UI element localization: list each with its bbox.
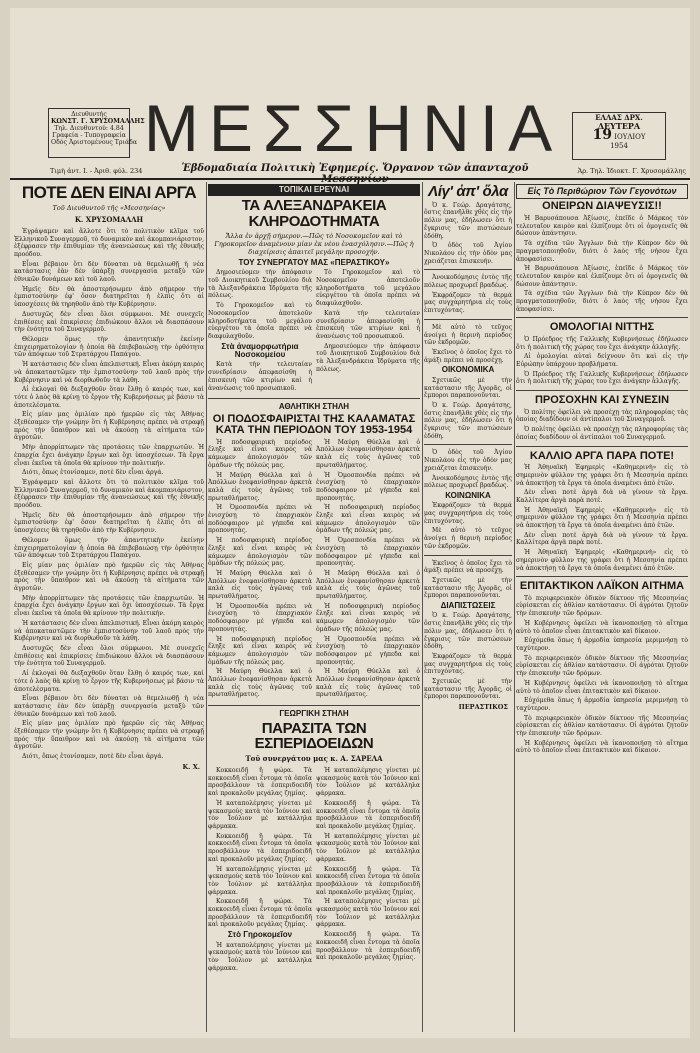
paragraph: Ἡ Κυβέρνησις ὀφείλει νὰ ἱκανοποιήσῃ τὸ αἴτημα αὐτὸ τὸ ὁποῖον εἶναι ἐπιτακτικὸν καὶ δίκαιον. (516, 739, 688, 755)
paragraph: Εἰς μίαν μας ὁμιλίαν πρὸ ἡμερῶν εἰς τὰς Ἀθήνας ἐξεθέσαμεν τὴν γνώμην ὅτι ἡ Κυβέρνησις πρέπει νὰ στραφῇ πρὸς τὴν ὕπαιθρον καὶ νὰ ἀκούσῃ τὰ αἰτήματα τῶν ἀγροτῶν. (14, 720, 204, 751)
paragraph: Εἶναι βέβαιον ὅτι δὲν δύναται νὰ θεμελιωθῇ ἡ νέα κατάστασις ἐὰν δὲν ὑπάρξῃ συνεργασία μεταξὺ τῶν ἐθνικῶν δυνάμεων καὶ τοῦ λαοῦ. (14, 260, 204, 284)
paragraph: Αἱ ἐκλογαὶ θὰ διεξαχθοῦν ὅταν ἔλθῃ ὁ καιρός των, καὶ τότε ὁ λαὸς θὰ κρίνῃ τὸ ἔργον τῆς Κυβερνήσεως μὲ βάσιν τὰ ἀποτελέσματα. (14, 670, 204, 693)
year: 1954 (610, 142, 628, 150)
paragraph: Ἡ καταπολέμησις γίνεται μὲ ψεκασμοὺς κατὰ τὸν Ἰούνιον καὶ τὸν Ἰούλιον μὲ κατάλληλα φάρμακα. (316, 767, 420, 798)
masthead-rule (10, 178, 690, 180)
month: ΙΟΥΛΙΟΥ (614, 133, 646, 141)
paragraph: Ἡ καταπολέμησις γίνεται μὲ ψεκασμοὺς κατὰ τὸν Ἰούνιον καὶ τὸν Ἰούλιον μὲ κατάλληλα φάρμακα. (316, 898, 420, 929)
column-editorial (14, 182, 204, 1034)
subtitle: Ἑβδομαδιαία Πολιτικὴ Ἐφημερίς. Ὄργανον τῶν ἀπανταχοῦ (181, 163, 529, 174)
paragraph: Ἡ ποδοσφαιρικὴ περίοδος ἔληξε καὶ εἶναι καιρὸς νὰ κάμωμεν ἀπολογισμὸν τῶν ὁμάδων τῆς πόλεώς μας. (208, 438, 312, 469)
paragraph: Ἡ ποδοσφαιρικὴ περίοδος ἔληξε καὶ εἶναι καιρὸς νὰ κάμωμεν ἀπολογισμὸν τῶν ὁμάδων τῆς πόλεώς μας. (208, 635, 312, 666)
sport-kicker: ΑΘΛΗΤΙΚΗ ΣΤΗΛΗ (278, 402, 350, 412)
paragraph: Ἐκφράζομεν τὰ θερμά μας συγχαρητήρια εἰς τοὺς ἐπιτυχόντας. (424, 652, 512, 676)
paragraph: Ἡ Μαύρη Θύελλα καὶ ὁ Ἀπόλλων ἐνεφανίσθησαν ἀρκετὰ καλὰ εἰς τοὺς ἀγῶνας τοῦ πρωταθλήματος. (316, 438, 420, 469)
farm-heading: ΠΑΡΑΣΙΤΑ ΤΩΝ ΕΣΠΕΡΙΔΟΕΙΔΩΝ (254, 719, 374, 753)
paragraph: Ἡ Μαύρη Θύελλα καὶ ὁ Ἀπόλλων ἐνεφανίσθησαν ἀρκετὰ καλὰ εἰς τοὺς ἀγῶνας τοῦ πρωταθλήματος. (316, 569, 420, 601)
paragraph: Ἡμεῖς δὲν θὰ ἀποστερήσωμεν ἀπὸ σήμερον τὴν ἐμπιστοσύνην ἐφ' ὅσον διατηρεῖται ἡ ἐλπὶς ὅτι αἱ ὑποσχέσεις θὰ τηρηθοῦν ἀπὸ τὴν Κυβέρνησιν. (14, 511, 204, 535)
farm-author: Τοῦ συνεργάτου μας κ. Α. ΣΑΡΕΛΑ (245, 754, 383, 764)
paragraph: Κοκκοειδῆ ἢ ψώρα. Τὰ κοκκοειδῆ εἶναι ἔντομα τὰ ὁποῖα προσβάλλουν τὰ ἐσπεριδοειδῆ καὶ προκαλοῦν μεγάλας ζημίας. (208, 767, 312, 798)
divider (516, 317, 688, 318)
paragraph: Μὴν ἀπορρίπτωμεν τὰς προτάσεις τῶν ἐπαρχιωτῶν. Ἡ ἐπαρχία ἔχει ἀνάγκην ἔργων καὶ ὄχι ὑποσχέσεων. Τὰ ἔργα εἶναι ἐκεῖνα τὰ ὁποῖα θὰ κρίνουν τὴν πολιτικήν. (14, 594, 204, 618)
paragraph: Ὁ ὁδὸς τοῦ Ἀγίου Νικολάου εἰς τὴν ὁδὸν μας χρειάζεται ἐπισκευήν. (424, 449, 512, 472)
divider (424, 319, 512, 320)
paragraph: Ἡ ποδοσφαιρικὴ περίοδος ἔληξε καὶ εἶναι καιρὸς νὰ κάμωμεν ἀπολογισμὸν τῶν ὁμάδων τῆς πόλεώς μας. (208, 537, 312, 568)
column-rule (422, 182, 423, 1032)
publisher-line: ΚΩΝΣΤ. Γ. ΧΡΥΣΟΜΑΛΛΗΣ (51, 118, 145, 125)
paragraph: Κατὰ τὴν τελευταίαν συνεδρίασιν ἀπεφασίσθη ἡ ἐπισκευὴ τῶν κτιρίων καὶ ἡ ἀνανέωσις τοῦ προσωπικοῦ. (316, 309, 420, 340)
briefs-subhead: ΟΙΚΟΝΟΜΙΚΑ (441, 365, 495, 375)
paragraph: Εὐχόμεθα ὅπως ἡ ἀρμοδία ὑπηρεσία μεριμνήσῃ τὸ ταχύτερον. (516, 697, 688, 712)
briefs-signoff: ΠΕΡΑΣΤΙΚΟΣ (458, 703, 508, 712)
paragraph: Ἡ κατάστασις δὲν εἶναι ἀπελπιστική. Εἶναι ἀκόμη καιρὸς νὰ ἀποκαταστῶμεν τὴν ἐμπιστοσύνην τοῦ λαοῦ πρὸς τὴν Κυβέρνησιν καὶ νὰ διορθωθοῦν τὰ λάθη. (14, 361, 204, 384)
s3-body (516, 409, 688, 442)
paragraph: Ἡ Μαύρη Θύελλα καὶ ὁ Ἀπόλλων ἐνεφανίσθησαν ἀρκετὰ καλὰ εἰς τοὺς ἀγῶνας τοῦ πρωταθλήματος. (208, 569, 312, 601)
publisher-line: Οδός Ἀριστομένους Τριάδα (51, 139, 138, 146)
sport-body (208, 439, 420, 702)
paragraph: Σχετικῶς μὲ τὴν κατάστασιν τῆς Ἀγορᾶς, οἱ ἔμποροι παραπονοῦνται. (424, 576, 512, 600)
column-rule (514, 182, 515, 1032)
paragraph: Κοκκοειδῆ ἢ ψώρα. Τὰ κοκκοειδῆ εἶναι ἔντομα τὰ ὁποῖα προσβάλλουν τὰ ἐσπεριδοειδῆ καὶ προκαλοῦν μεγάλας ζημίας. (208, 832, 312, 863)
paragraph: Τὸ Γηροκομεῖον καὶ τὸ Νοσοκομεῖον ἀποτελοῦν κληροδοτήματα τοῦ μεγάλου εὐεργέτου τὰ ὁποῖα πρέπει νὰ διαφυλαχθοῦν. (208, 302, 312, 340)
briefs-subhead: ΔΙΑΠΙΣΤΩΣΕΙΣ (440, 601, 496, 611)
paragraph: Μὲ αὐτὸ τὸ τεῦχος ἀνοίγει ἡ θερινὴ περίοδος τῶν ἐκδρομῶν. (424, 527, 512, 550)
newspaper-page (10, 8, 690, 1038)
divider (424, 269, 512, 270)
editorial-author: Κ. ΧΡΥΣΟΜΑΛΛΗ (74, 214, 144, 224)
paragraph: Ἡ Μαύρη Θύελλα καὶ ὁ Ἀπόλλων ἐνεφανίσθησαν ἀρκετὰ καλὰ εἰς τοὺς ἀγῶνας τοῦ πρωταθλήματος. (208, 668, 312, 699)
paragraph: Ἡ καταπολέμησις γίνεται μὲ ψεκασμοὺς κατὰ τὸν Ἰούνιον καὶ τὸν Ἰούλιον μὲ κατάλληλα φάρμακα. (208, 941, 312, 972)
paragraph: Τὸ περιφερειακὸν ὁδικὸν δίκτυον τῆς Μεσσηνίας εὑρίσκεται εἰς ἀθλίαν κατάστασιν. Οἱ ἀγρόται ζητοῦν τὴν ἐπισκευὴν τῶν δρόμων. (516, 594, 688, 618)
paragraph: Ἀνοικοδόμησις ἐντὸς τῆς πόλεως προχωρεῖ βραδέως. (424, 274, 512, 290)
paragraph: Ἡ Κυβέρνησις ὀφείλει νὰ ἱκανοποιήσῃ τὸ αἴτημα αὐτὸ τὸ ὁποῖον εἶναι ἐπιτακτικὸν καὶ δίκαιον. (516, 619, 688, 635)
s2-heading: ΟΜΟΛΟΓΙΑΙ ΝΙΤΤΗΣ (549, 321, 655, 334)
paragraph: Ὁ ὁδὸς τοῦ Ἀγίου Νικολάου εἰς τὴν ὁδὸν μας χρειάζεται ἐπισκευήν. (424, 242, 512, 265)
farm-subhead: Στὸ Γηροκομεῖον (227, 930, 293, 940)
paragraph: Σχετικῶς μὲ τὴν κατάστασιν τῆς Ἀγορᾶς, οἱ ἔμποροι παραπονοῦνται. (424, 678, 512, 701)
briefs-subhead: ΚΟΙΝΩΝΙΚΑ (445, 490, 491, 500)
paragraph: Κατὰ τὴν τελευταίαν συνεδρίασιν ἀπεφασίσθη ἡ ἐπισκευὴ τῶν κτιρίων καὶ ἡ ἀνανέωσις τοῦ προσωπικοῦ. (208, 361, 312, 392)
paragraph: Ἡ Βαρυσάπουσα Ἀξίωσις, ἐπεῖδε ὁ Μάρκος τὸν τελευταῖον καιρὸν καὶ ἐλπίζουμε ὅτι οἱ ὁμογενεῖς θὰ δώσουν ἀπάντησιν. (516, 265, 688, 288)
s5-body (516, 595, 688, 755)
paragraph: Ἡ ποδοσφαιρικὴ περίοδος ἔληξε καὶ εἶναι καιρὸς νὰ κάμωμεν ἀπολογισμὸν τῶν ὁμάδων τῆς πόλεώς μας. (316, 504, 420, 535)
paragraph: Ὁ πολίτης ὀφείλει νὰ προσέχῃ τὰς πληροφορίας τὰς ὁποίας διαδίδουν οἱ ἀντίπαλοι τοῦ Συναγερμοῦ. (516, 426, 688, 441)
date-line (573, 127, 665, 143)
column-margins (516, 182, 688, 1034)
paragraph: Δυστυχῶς δὲν εἶναι ὅλοι σύμφωνοι. Μὲ συνεχεῖς ἐπιθέσεις καὶ ἐπικρίσεις ἐπιδιώκουν ἄλλοι νὰ διασπάσουν τὴν ἑνότητα τοῦ Συναγερμοῦ. (14, 310, 204, 334)
local-subhead: Στὰ ἀναμορφωτήρια Νοσοκομείου (221, 341, 299, 359)
issue-info: Τιμὴ ἀντ. Ι. - Ἀριθ. φύλ. 234 (50, 167, 143, 175)
paragraph: Ὁ κ. Γεώρ. Δραγάτσης, ὅστις ἐπανῆλθε χθὲς εἰς τὴν πόλιν μας, ἐδήλωσεν ὅτι ἡ ἔγκρισις τῶν πιστώσεων ἐδόθη. (424, 201, 512, 240)
farm-kicker: ΓΕΩΡΓΙΚΗ ΣΤΗΛΗ (279, 709, 349, 719)
paragraph: Ὁ κ. Γεώρ. Δραγάτσης, ὅστις ἐπανῆλθε χθὲς εἰς τὴν πόλιν μας, ἐδήλωσεν ὅτι ἡ ἔγκρισις τῶν πιστώσεων ἐδόθη. (424, 401, 512, 440)
s1-body (516, 215, 688, 313)
paragraph: Θέλομεν ὅμως τὴν ἀπαντητικὴν ἐκείνην ἐπιχειρηματολογίαν ἡ ὁποία θὰ ἐπιβεβαιώσῃ τὴν ὀρθότητα τῶν ἀπόψεων τοῦ Στρατάρχου Παπάγου. (14, 335, 204, 359)
paragraph: Ἡ Ἀθηναϊκὴ Ἐφημερὶς «Καθημερινὴ» εἰς τὸ σημερινὸν φύλλον της γράφει ὅτι ἡ Μεσσηνία πρέπει νὰ ἀποκτήσῃ τὰ ἔργα τὰ ὁποῖα ἀναμένει ἀπὸ ἐτῶν. (516, 506, 688, 530)
column-local (208, 182, 420, 1034)
sport-heading: ΟΙ ΠΟΔΟΣΦΑΙΡΙΣΤΑΙ ΤΗΣ ΚΑΛΑΜΑΤΑΣ ΚΑΤΑ ΤΗΝ ΠΕΡΙΟΔΟΝ ΤΟΥ 1953-1954 (212, 412, 416, 437)
paragraph: Ἀνοικοδόμησις ἐντὸς τῆς πόλεως προχωρεῖ βραδέως. (424, 474, 512, 490)
masthead (10, 8, 690, 178)
paragraph: Ἡ καταπολέμησις γίνεται μὲ ψεκασμοὺς κατὰ τὸν Ἰούνιον καὶ τὸν Ἰούλιον μὲ κατάλληλα φάρμακα. (208, 865, 312, 896)
paragraph: Ἡ Βαρυσάπουσα Ἀξίωσις, ἐπεῖδε ὁ Μάρκος τὸν τελευταῖον καιρὸν καὶ ἐλπίζουμε ὅτι οἱ ὁμογενεῖς θὰ δώσουν ἀπάντησιν. (516, 214, 688, 238)
divider (516, 446, 688, 447)
paragraph: Ἡ Ἀθηναϊκὴ Ἐφημερὶς «Καθημερινὴ» εἰς τὸ σημερινὸν φύλλον της γράφει ὅτι ἡ Μεσσηνία πρέπει νὰ ἀποκτήσῃ τὰ ἔργα τὰ ὁποῖα ἀναμένει ἀπὸ ἐτῶν. (516, 549, 688, 572)
paragraph: Δημοσιεύομεν τὴν ἀπόφασιν τοῦ Διοικητικοῦ Συμβουλίου διὰ τὰ Ἀλεξανδράκεια Ἱδρύματα τῆς πόλεως. (208, 269, 312, 300)
paragraph: Ἡμεῖς δὲν θὰ ἀποστερήσωμεν ἀπὸ σήμερον τὴν ἐμπιστοσύνην ἐφ' ὅσον διατηρεῖται ἡ ἐλπὶς ὅτι αἱ ὑποσχέσεις θὰ τηρηθοῦν ἀπὸ τὴν Κυβέρνησιν. (14, 285, 204, 309)
date-number: 19 (592, 127, 612, 143)
paragraph: Ἐκεῖνος ὁ ὁποῖος ἔχει τὸ ἀμάξι πρέπει νὰ προσέχῃ. (424, 349, 512, 364)
paragraph: Ἡ καταπολέμησις γίνεται μὲ ψεκασμοὺς κατὰ τὸν Ἰούνιον καὶ τὸν Ἰούλιον μὲ κατάλληλα φάρμακα. (316, 832, 420, 863)
divider (208, 398, 420, 399)
paragraph: Ἡ Μαύρη Θύελλα καὶ ὁ Ἀπόλλων ἐνεφανίσθησαν ἀρκετὰ καλὰ εἰς τοὺς ἀγῶνας τοῦ πρωταθλήματος. (316, 668, 420, 699)
paragraph: Αἱ ἐκλογαὶ θὰ διεξαχθοῦν ὅταν ἔλθῃ ὁ καιρός των, καὶ τότε ὁ λαὸς θὰ κρίνῃ τὸ ἔργον τῆς Κυβερνήσεως μὲ βάσιν τὰ ἀποτελέσματα. (14, 386, 204, 409)
paragraph: Ἐγράψαμεν καὶ ἄλλοτε ὅτι τὸ πολιτικὸν κλῖμα τοῦ Ἑλληνικοῦ Συναγερμοῦ, τὸ δυναμικὸν καὶ ἀκομπανιάριστον, ἐξέφρασεν τὴν ἐπιθυμίαν τῆς ἀνανεώσεως καὶ τῆς ἐθνικῆς προόδου. (14, 227, 204, 258)
divider (516, 576, 688, 577)
paragraph: Ἐκφράζομεν τὰ θερμά μας συγχαρητήρια εἰς τοὺς ἐπιτυχόντας. (424, 291, 512, 315)
s3-heading: ΠΡΟΣΟΧΗΝ ΚΑΙ ΣΥΝΕΣΙΝ (534, 394, 670, 407)
paragraph: Διότι, ὅπως ἐτονίσαμεν, ποτὲ δὲν εἶναι ἀργά. (22, 753, 164, 761)
paragraph: Ἡ Κυβέρνησις ὀφείλει νὰ ἱκανοποιήσῃ τὸ αἴτημα αὐτὸ τὸ ὁποῖον εἶναι ἐπιτακτικὸν καὶ δίκαιον. (516, 679, 688, 695)
publisher-line: Γραφεία - Τυπογραφεία (52, 132, 126, 139)
paragraph: Θέλομεν ὅμως τὴν ἀπαντητικὴν ἐκείνην ἐπιχειρηματολογίαν ἡ ὁποία θὰ ἐπιβεβαιώσῃ τὴν ὀρθότητα τῶν ἀπόψεων τοῦ Στρατάρχου Παπάγου. (14, 536, 204, 560)
paragraph: Εἰς μίαν μας ὁμιλίαν πρὸ ἡμερῶν εἰς τὰς Ἀθήνας ἐξεθέσαμεν τὴν γνώμην ὅτι ἡ Κυβέρνησις πρέπει νὰ στραφῇ πρὸς τὴν ὕπαιθρον καὶ νὰ ἀκούσῃ τὰ αἰτήματα τῶν ἀγροτῶν. (14, 561, 204, 593)
paragraph: Ὁ πολίτης ὀφείλει νὰ προσέχῃ τὰς πληροφορίας τὰς ὁποίας διαδίδουν οἱ ἀντίπαλοι τοῦ Συναγερμοῦ. (516, 408, 688, 424)
publisher-line: Διευθυντής (71, 111, 107, 118)
divider (424, 555, 512, 556)
paragraph: Αἱ ὁμολογίαι αὐταὶ δείχνουν ὅτι καὶ εἰς τὴν Εὐρώπην ὑπάρχουν προβλήματα. (516, 353, 688, 369)
paragraph: Ἡ Ὁμοσπονδία πρέπει νὰ ἐνισχύσῃ τὸ ἐπαρχιακὸν ποδόσφαιρον μὲ γήπεδα καὶ προπονητάς. (316, 471, 420, 502)
publisher-line: Τηλ. Διευθυντού: 4.84 (54, 125, 124, 132)
paragraph: Ἡ Ὁμοσπονδία πρέπει νὰ ἐνισχύσῃ τὸ ἐπαρχιακὸν ποδόσφαιρον μὲ γήπεδα καὶ προπονητάς. (208, 602, 312, 633)
paragraph: Δυστυχῶς δὲν εἶναι ὅλοι σύμφωνοι. Μὲ συνεχεῖς ἐπιθέσεις καὶ ἐπικρίσεις ἐπιδιώκουν ἄλλοι νὰ διασπάσουν τὴν ἑνότητα τοῦ Συναγερμοῦ. (14, 645, 204, 668)
paragraph: Εἶναι βέβαιον ὅτι δὲν δύναται νὰ θεμελιωθῇ ἡ νέα κατάστασις ἐὰν δὲν ὑπάρξῃ συνεργασία μεταξὺ τῶν ἐθνικῶν δυνάμεων καὶ τοῦ λαοῦ. (14, 695, 204, 718)
paragraph: Κοκκοειδῆ ἢ ψώρα. Τὰ κοκκοειδῆ εἶναι ἔντομα τὰ ὁποῖα προσβάλλουν τὰ ἐσπεριδοειδῆ καὶ προκαλοῦν μεγάλας ζημίας. (316, 865, 420, 896)
local-author: ΤΟΥ ΣΥΝΕΡΓΑΤΟΥ ΜΑΣ «ΠΕΡΑΣΤΙΚΟΥ» (238, 257, 390, 267)
paragraph: Διότι, ὅπως ἐτονίσαμεν, ποτὲ δὲν εἶναι ἀργά. (22, 469, 164, 477)
paragraph: Τὰ σχέδια τῶν Ἄγγλων διὰ τὴν Κύπρον δὲν θὰ πραγματοποιηθοῦν, διότι ὁ λαὸς τῆς νήσου ἔχει ἀποφασίσει. (516, 240, 688, 263)
briefs-heading: Λίγ' ἀπ' ὅλα (428, 183, 508, 200)
sport-body-left (208, 439, 312, 702)
paragraph: Σχετικῶς μὲ τὴν κατάστασιν τῆς Ἀγορᾶς, οἱ ἔμποροι παραπονοῦνται. (424, 376, 512, 400)
paragraph: Ἡ ποδοσφαιρικὴ περίοδος ἔληξε καὶ εἶναι καιρὸς νὰ κάμωμεν ἀπολογισμὸν τῶν ὁμάδων τῆς πόλεώς μας. (316, 602, 420, 633)
paragraph: Ἐγράψαμεν καὶ ἄλλοτε ὅτι τὸ πολιτικὸν κλῖμα τοῦ Ἑλληνικοῦ Συναγερμοῦ, τὸ δυναμικὸν καὶ ἀκομπανιάριστον, ἐξέφρασεν τὴν ἐπιθυμίαν τῆς ἀνανεώσεως καὶ τῆς ἐθνικῆς προόδου. (14, 478, 204, 510)
paragraph: Ἡ κατάστασις δὲν εἶναι ἀπελπιστική. Εἶναι ἀκόμη καιρὸς νὰ ἀποκαταστῶμεν τὴν ἐμπιστοσύνην τοῦ λαοῦ πρὸς τὴν Κυβέρνησιν καὶ νὰ διορθωθοῦν τὰ λάθη. (14, 619, 204, 643)
paragraph: Ἡ Ὁμοσπονδία πρέπει νὰ ἐνισχύσῃ τὸ ἐπαρχιακὸν ποδόσφαιρον μὲ γήπεδα καὶ προπονητάς. (208, 504, 312, 535)
column-briefs (424, 182, 512, 1034)
paragraph: Ἡ Ἀθηναϊκὴ Ἐφημερὶς «Καθημερινὴ» εἰς τὸ σημερινὸν φύλλον της γράφει ὅτι ἡ Μεσσηνία πρέπει νὰ ἀποκτήσῃ τὰ ἔργα τὰ ὁποῖα ἀναμένει ἀπὸ ἐτῶν. (516, 464, 688, 487)
paragraph: Εὐχόμεθα ὅπως ἡ ἀρμοδία ὑπηρεσία μεριμνήσῃ τὸ ταχύτερον. (516, 637, 688, 652)
paragraph: Ὁ Πρόεδρος τῆς Γαλλικῆς Κυβερνήσεως ἐδήλωσεν ὅτι ἡ πολιτικὴ τῆς χώρας του ἔχει ἀνάγκην ἀλλαγῆς. (516, 370, 688, 386)
newspaper-title: ΜΕΣΣΗΝΙΑ (143, 91, 563, 165)
divider (516, 390, 688, 391)
price-label: ΕΛΛΑΣ ΔΡΧ. (595, 113, 643, 122)
paragraph: Ὁ κ. Γεώρ. Δραγάτσης, ὅστις ἐπανῆλθε χθὲς εἰς τὴν πόλιν μας, ἐδήλωσεν ὅτι ἡ ἔγκρισις τῶν πιστώσεων ἐδόθη. (424, 612, 512, 651)
paragraph: Ἡ Ὁμοσπονδία πρέπει νὰ ἐνισχύσῃ τὸ ἐπαρχιακὸν ποδόσφαιρον μὲ γήπεδα καὶ προπονητάς. (316, 635, 420, 666)
editorial-signoff: Κ. Χ. (182, 762, 200, 771)
local-body (208, 269, 420, 394)
local-body-right (316, 269, 420, 394)
paragraph: Δὲν εἶναι ποτὲ ἀργὰ διὰ νὰ γίνουν τὰ ἔργα. Καλλίτερα ἀργὰ παρὰ ποτέ. (516, 531, 688, 547)
divider (208, 705, 420, 706)
s1-heading: ΟΝΕΙΡΩΝ ΔΙΑΨΕΥΣΙΣ!! (542, 200, 662, 213)
editorial-intro: Τοῦ Διευθυντοῦ τῆς «Μεσσηνίας» (52, 203, 166, 212)
paragraph: Τὸ περιφερειακὸν ὁδικὸν δίκτυον τῆς Μεσσηνίας εὑρίσκεται εἰς ἀθλίαν κατάστασιν. Οἱ ἀγρόται ζητοῦν τὴν ἐπισκευὴν τῶν δρόμων. (516, 654, 688, 678)
sport-body-right (316, 439, 420, 702)
paragraph: Εἰς μίαν μας ὁμιλίαν πρὸ ἡμερῶν εἰς τὰς Ἀθήνας ἐξεθέσαμεν τὴν γνώμην ὅτι ἡ Κυβέρνησις πρέπει νὰ στραφῇ πρὸς τὴν ὕπαιθρον καὶ νὰ ἀκούσῃ τὰ αἰτήματα τῶν ἀγροτῶν. (14, 411, 204, 442)
paragraph: Ἐκφράζομεν τὰ θερμά μας συγχαρητήρια εἰς τοὺς ἐπιτυχόντας. (424, 502, 512, 525)
local-body-left (208, 269, 312, 394)
editorial-heading: ΠΟΤΕ ΔΕΝ ΕΙΝΑΙ ΑΡΓΑ (21, 183, 197, 202)
column-rule (206, 182, 207, 1032)
s2-body (516, 336, 688, 386)
margins-kicker: Εἰς Τὸ Περιθώριον Τῶν Γεγονότων (516, 184, 688, 199)
editorial-body (14, 228, 204, 761)
paragraph: Κοκκοειδῆ ἢ ψώρα. Τὰ κοκκοειδῆ εἶναι ἔντομα τὰ ὁποῖα προσβάλλουν τὰ ἐσπεριδοειδῆ καὶ προκαλοῦν μεγάλας ζημίας. (316, 799, 420, 830)
paragraph: Δὲν εἶναι ποτὲ ἀργὰ διὰ νὰ γίνουν τὰ ἔργα. Καλλίτερα ἀργὰ παρὰ ποτέ. (516, 489, 688, 504)
paragraph: Ὁ Πρόεδρος τῆς Γαλλικῆς Κυβερνήσεως ἐδήλωσεν ὅτι ἡ πολιτικὴ τῆς χώρας του ἔχει ἀνάγκην ἀλλαγῆς. (516, 335, 688, 351)
paragraph: Μὴν ἀπορρίπτωμεν τὰς προτάσεις τῶν ἐπαρχιωτῶν. Ἡ ἐπαρχία ἔχει ἀνάγκην ἔργων καὶ ὄχι ὑποσχέσεων. Τὰ ἔργα εἶναι ἐκεῖνα τὰ ὁποῖα θὰ κρίνουν τὴν πολιτικήν. (14, 444, 204, 467)
weekday: ΔΕΥΤΕΡΑ (597, 121, 641, 131)
paragraph: Ἐκεῖνος ὁ ὁποῖος ἔχει τὸ ἀμάξι πρέπει νὰ προσέχῃ. (424, 559, 512, 575)
paragraph: Τὸ περιφερειακὸν ὁδικὸν δίκτυον τῆς Μεσσηνίας εὑρίσκεται εἰς ἀθλίαν κατάστασιν. Οἱ ἀγρόται ζητοῦν τὴν ἐπισκευὴν τῶν δρόμων. (516, 714, 688, 738)
local-heading: ΤΑ ΑΛΕΞΑΝΔΡΑΚΕΙΑ ΚΛΗΡΟΔΟΤΗΜΑΤΑ (241, 197, 387, 231)
s5-heading: ΕΠΙΤΑΚΤΙΚΟΝ ΛΑΪΚΟΝ ΑΙΤΗΜΑ (519, 580, 685, 593)
paragraph: Κοκκοειδῆ ἢ ψώρα. Τὰ κοκκοειδῆ εἶναι ἔντομα τὰ ὁποῖα προσβάλλουν τὰ ἐσπεριδοειδῆ καὶ προκαλοῦν μεγάλας ζημίας. (208, 898, 312, 929)
subtitle-row (10, 163, 690, 177)
s4-heading: ΚΑΛΛΙΟ ΑΡΓΑ ΠΑΡΑ ΠΟΤΕ! (529, 449, 675, 462)
owner-info: Ἀρ. Τηλ. Ἰδιοκτ. Γ. Χρυσομάλλης (577, 167, 686, 175)
farm-body-left (208, 767, 312, 974)
paragraph: Δημοσιεύομεν τὴν ἀπόφασιν τοῦ Διοικητικοῦ Συμβουλίου διὰ τὰ Ἀλεξανδράκεια Ἱδρύματα τῆς πόλεως. (316, 342, 420, 373)
local-sub: Ἄλλα ἐν ἀρχῇ σήμερον.—Πῶς τὸ Νοσοκομεῖον καὶ τὸ Γηροκομεῖον ἀναμένουν μίαν ἐκ νέου ἐνασχόλησιν.—Πῶς ἡ διαχείρισις ἀπαιτεῖ μεγάλην προσοχήν. (214, 231, 414, 256)
paragraph: Ἡ Ὁμοσπονδία πρέπει νὰ ἐνισχύσῃ τὸ ἐπαρχιακὸν ποδόσφαιρον μὲ γήπεδα καὶ προπονητάς. (316, 537, 420, 568)
paragraph: Τὸ Γηροκομεῖον καὶ τὸ Νοσοκομεῖον ἀποτελοῦν κληροδοτήματα τοῦ μεγάλου εὐεργέτου τὰ ὁποῖα πρέπει νὰ διαφυλαχθοῦν. (316, 269, 420, 308)
paragraph: Τὰ σχέδια τῶν Ἄγγλων διὰ τὴν Κύπρον δὲν θὰ πραγματοποιηθοῦν, διότι ὁ λαὸς τῆς νήσου ἔχει ἀποφασίσει. (516, 290, 688, 313)
s4-body (516, 464, 688, 572)
publisher-box (48, 108, 145, 158)
paragraph: Κοκκοειδῆ ἢ ψώρα. Τὰ κοκκοειδῆ εἶναι ἔντομα τὰ ὁποῖα προσβάλλουν τὰ ἐσπεριδοειδῆ καὶ προκαλοῦν μεγάλας ζημίας. (316, 931, 420, 962)
briefs-body (424, 202, 512, 701)
date-box (572, 112, 666, 160)
farm-body (208, 767, 420, 974)
divider (424, 444, 512, 445)
paragraph: Μὲ αὐτὸ τὸ τεῦχος ἀνοίγει ἡ θερινὴ περίοδος τῶν ἐκδρομῶν. (424, 323, 512, 347)
paragraph: Ἡ καταπολέμησις γίνεται μὲ ψεκασμοὺς κατὰ τὸν Ἰούνιον καὶ τὸν Ἰούλιον μὲ κατάλληλα φάρμακα. (208, 799, 312, 830)
farm-body-right (316, 767, 420, 974)
paragraph: Ἡ Μαύρη Θύελλα καὶ ὁ Ἀπόλλων ἐνεφανίσθησαν ἀρκετὰ καλὰ εἰς τοὺς ἀγῶνας τοῦ πρωταθλήματος. (208, 471, 312, 502)
local-kicker: ΤΟΠΙΚΑΙ ΕΡΕΥΝΑΙ (208, 184, 420, 196)
